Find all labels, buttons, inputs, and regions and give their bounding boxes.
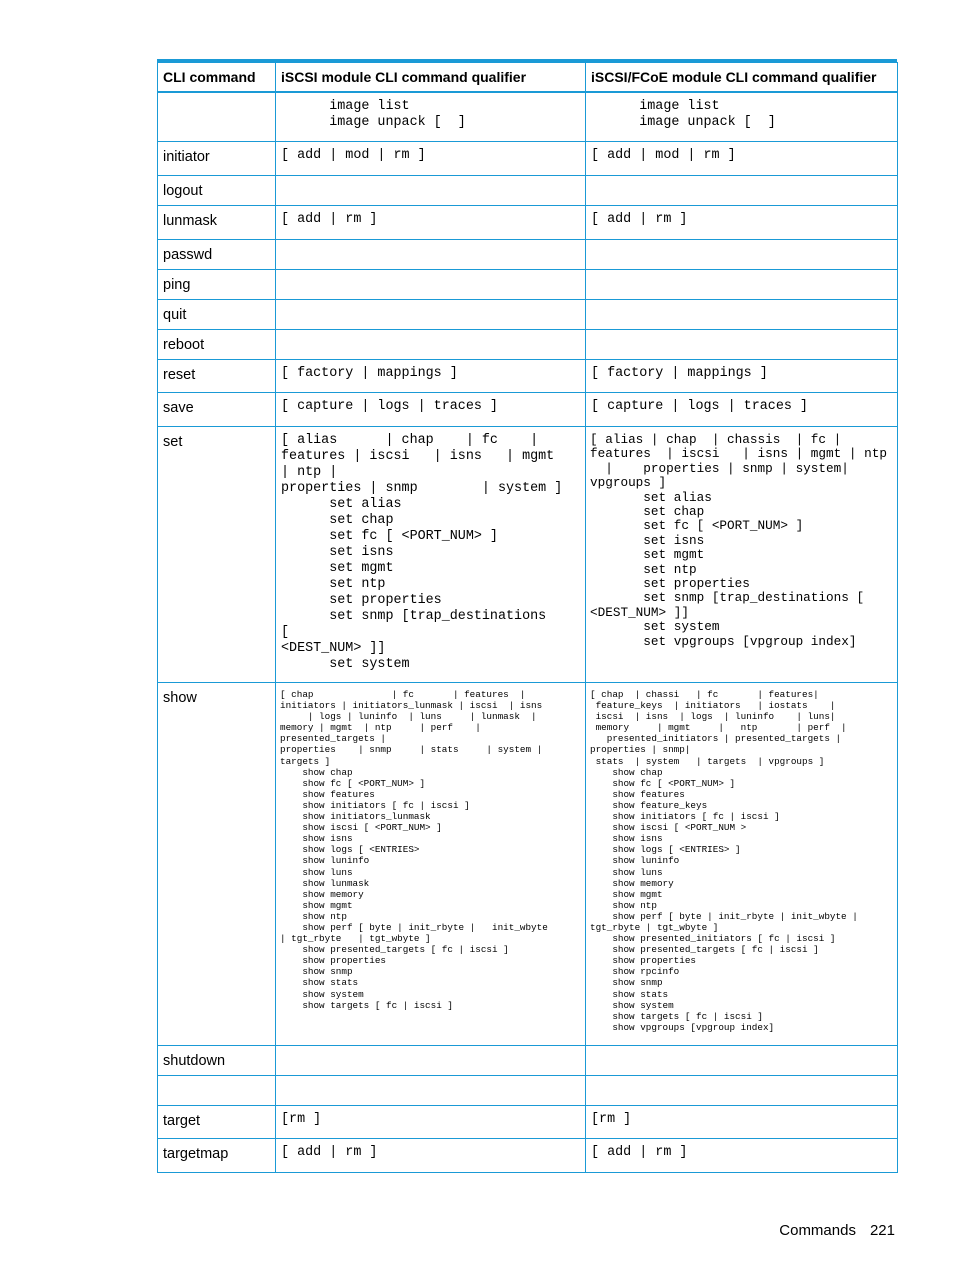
footer-section-title: Commands bbox=[779, 1222, 856, 1239]
iscsi-qualifier bbox=[276, 176, 585, 182]
table-row bbox=[158, 330, 898, 360]
command-cell bbox=[158, 1076, 276, 1106]
command-cell: logout bbox=[158, 176, 276, 206]
fcoe-qualifier bbox=[586, 270, 897, 276]
table-row bbox=[158, 206, 898, 240]
command-cell: reboot bbox=[158, 330, 276, 360]
table-row bbox=[158, 360, 898, 393]
command-cell: quit bbox=[158, 300, 276, 330]
command-cell: set bbox=[158, 427, 276, 683]
command-cell: save bbox=[158, 393, 276, 427]
iscsi-qualifier: [ add | mod | rm ] bbox=[281, 148, 426, 163]
cli-command-table bbox=[157, 62, 898, 1173]
header-cli-command: CLI command bbox=[158, 63, 276, 92]
fcoe-qualifier bbox=[586, 330, 897, 336]
command-cell: target bbox=[158, 1106, 276, 1139]
fcoe-qualifier bbox=[586, 176, 897, 182]
command-cell: reset bbox=[158, 360, 276, 393]
page-number: 221 bbox=[869, 1222, 895, 1239]
iscsi-qualifier bbox=[276, 330, 585, 336]
table-row bbox=[158, 1139, 898, 1173]
table-row bbox=[158, 240, 898, 270]
iscsi-qualifier bbox=[276, 300, 585, 306]
iscsi-qualifier bbox=[276, 1046, 585, 1052]
fcoe-qualifier: [ capture | logs | traces ] bbox=[591, 399, 808, 414]
table-row bbox=[158, 393, 898, 427]
header-fcoe-qualifier: iSCSI/FCoE module CLI command qualifier bbox=[586, 63, 898, 92]
table-row bbox=[158, 427, 898, 683]
table-row bbox=[158, 683, 898, 1046]
header-row bbox=[158, 63, 898, 92]
fcoe-qualifier: image list image unpack [ ] bbox=[639, 98, 776, 130]
fcoe-qualifier: [ factory | mappings ] bbox=[591, 366, 768, 381]
command-cell: targetmap bbox=[158, 1139, 276, 1173]
fcoe-qualifier bbox=[586, 1046, 897, 1052]
table-row bbox=[158, 176, 898, 206]
fcoe-qualifier: [ add | rm ] bbox=[591, 1145, 688, 1160]
iscsi-qualifier bbox=[276, 270, 585, 276]
iscsi-qualifier: [ alias | chap | fc | features | iscsi | isns | mgmt | ntp | properties | snmp | system ] set alias set chap set fc [ <PORT_NUM> ] set isns set mgmt set ntp set properties set snmp [trap_destinations [ <DEST_NUM> ]] set system bbox=[281, 433, 563, 672]
iscsi-qualifier: [ capture | logs | traces ] bbox=[281, 399, 498, 414]
fcoe-qualifier: [rm ] bbox=[591, 1112, 632, 1127]
table-row bbox=[158, 92, 898, 142]
header-iscsi-qualifier: iSCSI module CLI command qualifier bbox=[276, 63, 586, 92]
table-row bbox=[158, 1106, 898, 1139]
iscsi-qualifier: [rm ] bbox=[281, 1112, 322, 1127]
fcoe-qualifier bbox=[586, 300, 897, 306]
iscsi-qualifier: [ add | rm ] bbox=[281, 212, 378, 227]
command-cell: initiator bbox=[158, 142, 276, 176]
command-cell: shutdown bbox=[158, 1046, 276, 1076]
iscsi-qualifier: [ add | rm ] bbox=[281, 1145, 378, 1160]
fcoe-qualifier: [ add | rm ] bbox=[591, 212, 688, 227]
command-cell: ping bbox=[158, 270, 276, 300]
iscsi-qualifier bbox=[276, 240, 585, 246]
fcoe-qualifier: [ alias | chap | chassis | fc | features | iscsi | isns | mgmt | ntp | properties | snmp | system| vpgroups ] set alias set chap set fc [ <PORT_NUM> ] set isns set mgmt set ntp set properties set snmp [trap_destinations [ <DEST_NUM> ]] set system set vpgroups [vpgroup index] bbox=[590, 432, 887, 649]
command-cell: show bbox=[158, 683, 276, 1046]
iscsi-qualifier: [ chap | fc | features | initiators | initiators_lunmask | iscsi | isns | logs | luninfo | luns | lunmask | memory | mgmt | ntp | perf | presented_targets | properties | snmp | stats | system | targets ] show chap show fc [ <PORT_NUM> ] show features show initiators [ fc | iscsi ] show initiators_lunmask show iscsi [ <PORT_NUM> ] show isns show logs [ <ENTRIES> show luninfo show luns show lunmask show memory show mgmt show ntp show perf [ byte | init_rbyte | init_wbyte | tgt_rbyte | tgt_wbyte ] show presented_targets [ fc | iscsi ] show properties show snmp show stats show system show targets [ fc | iscsi ] bbox=[280, 689, 548, 1011]
command-cell: passwd bbox=[158, 240, 276, 270]
table-row bbox=[158, 142, 898, 176]
iscsi-qualifier: [ factory | mappings ] bbox=[281, 366, 458, 381]
page-footer bbox=[765, 1222, 895, 1239]
fcoe-qualifier: [ chap | chassi | fc | features| feature_keys | initiators | iostats | iscsi | isns | logs | luninfo | luns| memory | mgmt | ntp | perf | presented_initiators | presented_targets | properties | snmp| stats | system | targets | vpgroups ] show chap show fc [ <PORT_NUM> ] show features show feature_keys show initiators [ fc | iscsi ] show iscsi [ <PORT_NUM > show isns show logs [ <ENTRIES> ] show luninfo show luns show memory show mgmt show ntp show perf [ byte | init_rbyte | init_wbyte | tgt_rbyte | tgt_wbyte ] show presented_initiators [ fc | iscsi ] show presented_targets [ fc | iscsi ] show properties show rpcinfo show snmp show stats show system show targets [ fc | iscsi ] show vpgroups [vpgroup index] bbox=[590, 689, 858, 1033]
fcoe-qualifier: [ add | mod | rm ] bbox=[591, 148, 736, 163]
iscsi-qualifier: image list image unpack [ ] bbox=[329, 98, 466, 130]
table-row bbox=[158, 1046, 898, 1076]
command-table-container bbox=[157, 59, 897, 1173]
fcoe-qualifier bbox=[586, 1076, 897, 1082]
fcoe-qualifier bbox=[586, 240, 897, 246]
iscsi-qualifier bbox=[276, 1076, 585, 1082]
command-cell: lunmask bbox=[158, 206, 276, 240]
table-row bbox=[158, 270, 898, 300]
table-row bbox=[158, 300, 898, 330]
table-row bbox=[158, 1076, 898, 1106]
command-cell bbox=[158, 92, 276, 142]
